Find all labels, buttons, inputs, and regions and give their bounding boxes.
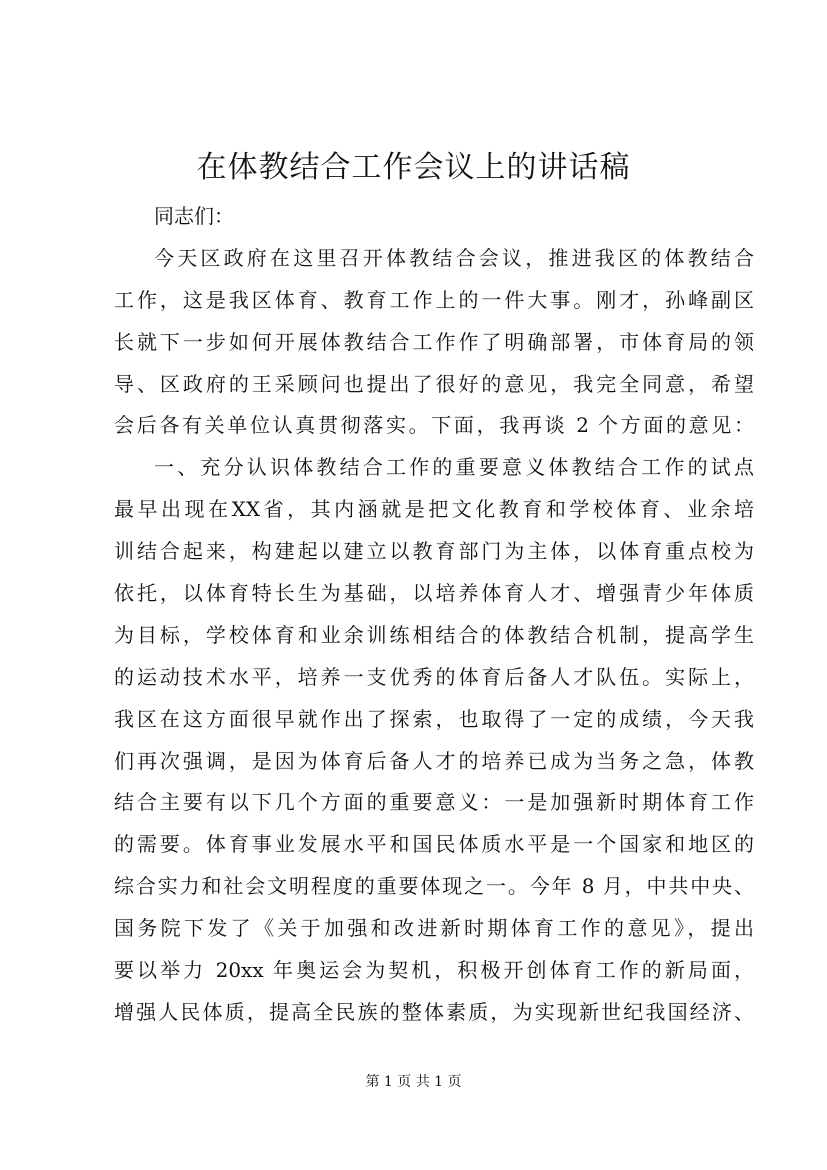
- document-body: [114, 196, 754, 1034]
- paragraph-line: 依托，以体育特长生为基础，以培养体育人才、增强青少年体质: [114, 581, 754, 606]
- paragraph-line: 综合实力和社会文明程度的重要体现之一。今年 8 月，中共中央、: [114, 874, 754, 899]
- page-footer: 第 1 页 共 1 页: [365, 1074, 462, 1090]
- paragraph-line: 一、充分认识体教结合工作的重要意义体教结合工作的试点: [154, 455, 754, 480]
- paragraph-line: 增强人民体质，提高全民族的整体素质，为实现新世纪我国经济、: [114, 999, 754, 1024]
- paragraph-line: 国务院下发了《关于加强和改进新时期体育工作的意见》，提出: [114, 916, 754, 941]
- paragraph-line: 为目标，学校体育和业余训练相结合的体教结合机制，提高学生: [114, 622, 754, 647]
- paragraph-line: 结合主要有以下几个方面的重要意义：一是加强新时期体育工作: [114, 790, 754, 815]
- paragraph-line: 们再次强调，是因为体育后备人才的培养已成为当务之急，体教: [114, 748, 754, 773]
- paragraph-line: 长就下一步如何开展体教结合工作作了明确部署，市体育局的领: [114, 329, 754, 354]
- paragraph-line: 要以举力 20xx 年奥运会为契机，积极开创体育工作的新局面，: [114, 958, 754, 983]
- paragraph-line: 训结合起来，构建起以建立以教育部门为主体，以体育重点校为: [114, 539, 754, 564]
- paragraph-line: 最早出现在XX省，其内涵就是把文化教育和学校体育、业余培: [114, 497, 754, 522]
- paragraph-line: 的需要。体育事业发展水平和国民体质水平是一个国家和地区的: [114, 832, 754, 857]
- salutation-line: 同志们：: [154, 204, 234, 228]
- paragraph-line: 导、区政府的王采顾问也提出了很好的意见，我完全同意，希望: [114, 371, 754, 396]
- document-title: 在体教结合工作会议上的讲话稿: [196, 150, 631, 185]
- paragraph-line: 我区在这方面很早就作出了探索，也取得了一定的成绩，今天我: [114, 706, 754, 731]
- paragraph-line: 今天区政府在这里召开体教结合会议，推进我区的体教结合: [154, 245, 754, 270]
- paragraph-line: 工作，这是我区体育、教育工作上的一件大事。刚才，孙峰副区: [114, 287, 754, 312]
- paragraph-line: 的运动技术水平，培养一支优秀的体育后备人才队伍。实际上，: [114, 664, 754, 689]
- paragraph-line: 会后各有关单位认真贯彻落实。下面，我再谈 2 个方面的意见：: [114, 413, 754, 438]
